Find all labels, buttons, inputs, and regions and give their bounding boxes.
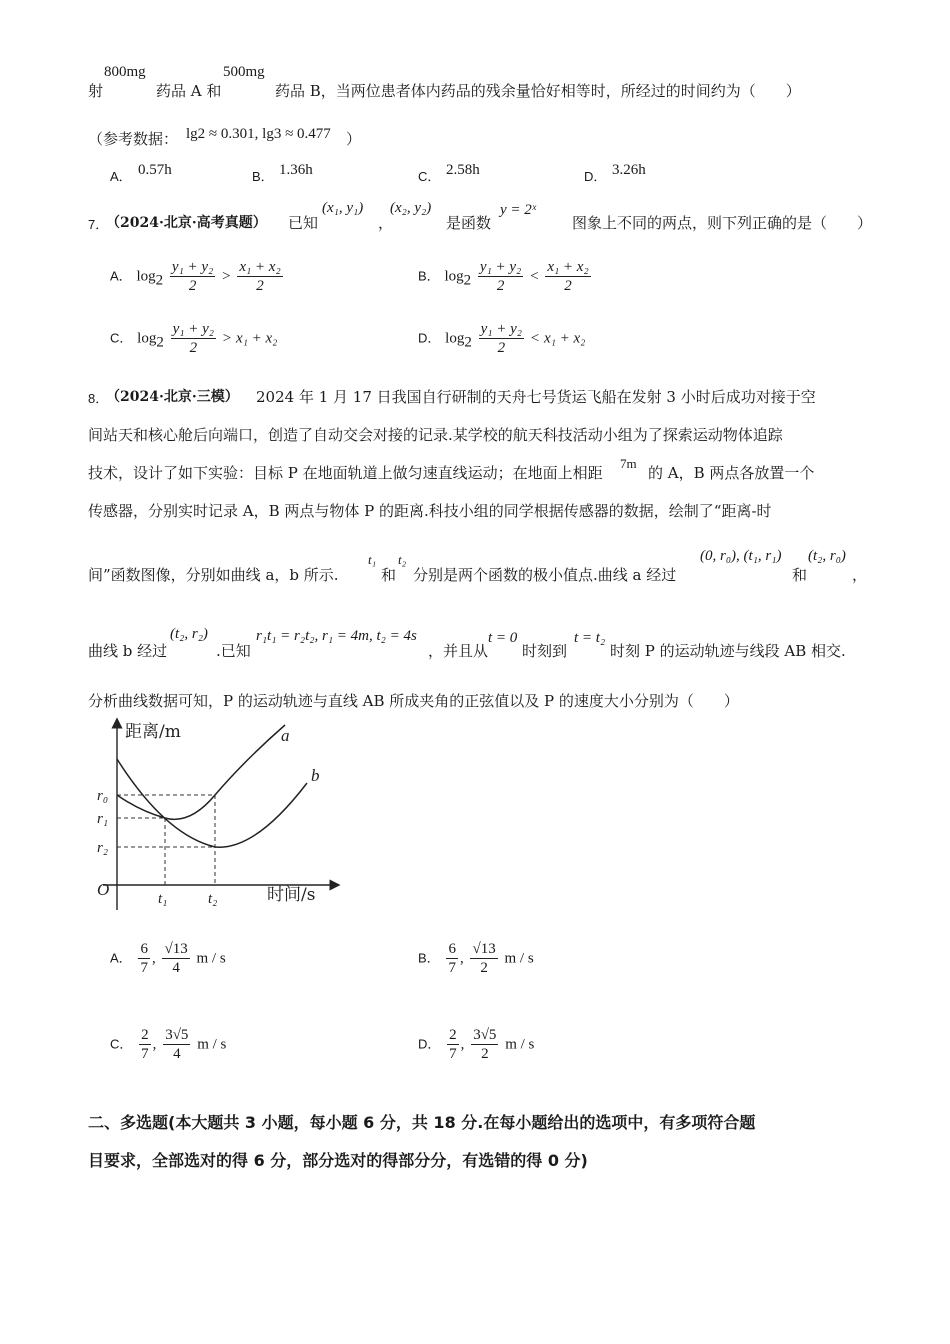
q6-drug-a: 药品 A 和	[156, 82, 222, 100]
q7-option-a-rhs-den: 2	[256, 278, 264, 294]
q8-line5a: 间”函数图像，分别如曲线 a，b 所示.	[88, 566, 339, 584]
q7-number: 7．	[88, 217, 109, 232]
q8-option-c-sep: ,	[152, 1036, 157, 1053]
q8-option-a-f1-den: 7	[140, 960, 148, 976]
q7-option-d-rel: <	[530, 330, 540, 347]
q8-t1: t₁	[368, 552, 377, 567]
q7-source: （2024·北京·高考真题）	[106, 215, 267, 231]
q8-line6c: ，并且从	[428, 642, 489, 660]
q7-option-d-base: 2	[464, 334, 472, 351]
distance-time-graph	[85, 715, 345, 915]
q7-option-b-base: 2	[463, 272, 472, 289]
q7-option-d-log: log	[445, 330, 465, 347]
q8-option-a-f1-num: 6	[140, 941, 148, 957]
q8-option-c-label: C．	[110, 1036, 133, 1052]
q8-option-d-f1-den: 7	[449, 1046, 457, 1062]
q7-point1: (x₁, y₁)	[322, 200, 364, 216]
q8-option-d-f2-den: 2	[481, 1046, 489, 1062]
q8-distance: 7m	[620, 456, 637, 471]
r1-label: r₁	[97, 811, 109, 827]
q6-dose-a: 800mg	[104, 64, 146, 80]
q7-option-b-rel: <	[530, 268, 539, 285]
q8-line6e: 时刻 P 的运动轨迹与线段 AB 相交.	[610, 642, 846, 660]
q8-line7: 分析曲线数据可知，P 的运动轨迹与直线 AB 所成夹角的正弦值以及 P 的速度大小分别为（ ）	[88, 692, 739, 710]
q8-option-d-label: D．	[418, 1036, 441, 1052]
q6-reference-label: （参考数据：	[88, 130, 179, 148]
q6-option-c-label[interactable]: C．	[418, 169, 441, 184]
r0-label: r₀	[97, 788, 109, 804]
q7-option-a-rel: >	[222, 268, 231, 285]
q7-option-a-rhs-num: x₁ + x₂	[239, 259, 281, 275]
q8-option-b-f1-num: 6	[448, 941, 456, 957]
q6-option-a-label[interactable]: A．	[110, 169, 132, 184]
q8-option-c-f1-den: 7	[141, 1046, 149, 1062]
section-2-line2: 目要求，全部选对的得 6 分，部分选对的得部分分，有选错的得 0 分)	[88, 1151, 588, 1170]
q6-option-a-value: 0.57h	[138, 162, 172, 178]
q7-option-c-rhs: x₁ + x₂	[236, 330, 278, 347]
t1-label: t₁	[158, 891, 168, 907]
q6-option-b-label[interactable]: B．	[252, 169, 274, 184]
q8-equation: r₁t₁ = r₂t₂, r₁ = 4m, t₂ = 4s	[256, 628, 417, 644]
x-axis-label: 时间/s	[267, 885, 316, 905]
q6-option-d-value: 3.26h	[612, 162, 646, 178]
q8-point-a3: (t₂, r₀)	[808, 548, 846, 564]
q7-option-d-den: 2	[497, 340, 506, 356]
q6-reference-close: ）	[346, 130, 362, 148]
q7-option-b-label: B．	[418, 268, 440, 284]
q8-option-c-f2-num: 3√5	[165, 1027, 189, 1043]
q6-lg-values: lg2 ≈ 0.301, lg3 ≈ 0.477	[186, 126, 331, 142]
q8-line3b: 的 A，B 两点各放置一个	[648, 464, 815, 482]
curve-b-label: b	[311, 766, 320, 785]
q7-function-text: 是函数	[446, 214, 492, 232]
q8-line2: 间站天和核心舱后向端口，创造了自动交会对接的记录.某学校的航天科技活动小组为了探索运动物体追踪	[88, 426, 783, 444]
q7-option-a[interactable]	[110, 258, 285, 295]
curve-a-label: a	[281, 726, 290, 745]
q7-option-c-rel: >	[222, 330, 232, 347]
q7-option-b-den: 2	[496, 278, 505, 294]
q7-option-a-base: 2	[155, 272, 164, 289]
q7-option-d[interactable]	[418, 320, 585, 357]
q7-known: 已知	[288, 214, 319, 232]
q7-option-b-num: y₁ + y₂	[479, 259, 522, 275]
q8-option-d-unit: m / s	[505, 1036, 535, 1053]
q7-option-c-den: 2	[189, 340, 198, 356]
section-2-line1: 二、多选题(本大题共 3 小题，每小题 6 分，共 18 分.在每小题给出的选项中，有多项符合题	[88, 1113, 756, 1132]
q8-option-b-label: B．	[418, 950, 440, 966]
q7-function: y = 2ˣ	[500, 202, 537, 218]
q8-option-a-f2-den: 4	[172, 960, 180, 976]
curve-b	[117, 759, 307, 847]
q8-option-d-sep: ,	[460, 1036, 465, 1053]
q8-option-a-sep: ,	[151, 950, 156, 967]
q7-option-c-base: 2	[156, 334, 164, 351]
q8-line1: 2024 年 1 月 17 日我国自行研制的天舟七号货运飞船在发射 3 小时后成功对接于空	[256, 388, 816, 406]
q8-option-b-f2-num: √13	[472, 941, 496, 957]
q8-t2: t₂	[398, 552, 407, 567]
q8-tt2: t = t₂	[574, 630, 606, 646]
q7-option-c-num: y₁ + y₂	[172, 321, 214, 337]
q8-line3a: 技术，设计了如下实验：目标 P 在地面轨道上做匀速直线运动；在地面上相距	[88, 464, 603, 482]
q8-line6a: 曲线 b 经过	[88, 642, 168, 660]
q7-option-d-label: D．	[418, 330, 441, 346]
q8-line6d: 时刻到	[522, 642, 568, 660]
q7-option-a-label: A．	[110, 268, 132, 284]
q7-option-a-log: log	[136, 268, 156, 285]
q7-option-c-log: log	[137, 330, 157, 347]
origin-label: O	[97, 880, 110, 899]
q7-option-b-rhs-num: x₁ + x₂	[547, 259, 589, 275]
q8-option-b[interactable]	[418, 940, 534, 977]
q8-option-c-unit: m / s	[197, 1036, 227, 1053]
q8-option-d-f1-num: 2	[449, 1027, 457, 1043]
q7-option-a-den: 2	[188, 278, 197, 294]
q7-rest: 图象上不同的两点，则下列正确的是（ ）	[572, 214, 873, 232]
q7-point2: (x₂, y₂)	[390, 200, 432, 216]
q8-t0: t = 0	[488, 630, 518, 646]
q8-line5-end: ，	[852, 566, 868, 584]
q6-option-c-value: 2.58h	[446, 162, 480, 178]
q7-comma: ，	[378, 214, 394, 232]
q8-line4: 传感器，分别实时记录 A，B 两点与物体 P 的距离.科技小组的同学根据传感器的数据，绘制了“距离-时	[88, 502, 772, 520]
q8-line5-and: 和	[381, 566, 397, 584]
q6-line1-rest: 药品 B，当两位患者体内药品的残余量恰好相等时，所经过的时间约为（ ）	[275, 82, 801, 100]
q8-line6b: .已知	[216, 642, 251, 660]
t2-label: t₂	[208, 891, 218, 907]
q8-number: 8．	[88, 391, 109, 406]
q8-points-a: (0, r₀), (t₁, r₁)	[700, 548, 782, 564]
q8-option-b-f2-den: 2	[480, 960, 488, 976]
q8-option-d-f2-num: 3√5	[473, 1027, 497, 1043]
q6-dose-b: 500mg	[223, 64, 265, 80]
q8-option-b-sep: ,	[459, 950, 464, 967]
q7-option-c[interactable]	[110, 320, 277, 357]
q8-point-b: (t₂, r₂)	[170, 626, 208, 642]
q8-source: （2024·北京·三模）	[106, 389, 239, 405]
q8-line5b: 分别是两个函数的极小值点.曲线 a 经过	[413, 566, 677, 584]
q7-option-b-log: log	[444, 268, 464, 285]
q8-option-c-f1-num: 2	[141, 1027, 149, 1043]
q7-option-b-rhs-den: 2	[564, 278, 572, 294]
q8-option-b-f1-den: 7	[448, 960, 456, 976]
q8-option-a-f2-num: √13	[164, 941, 188, 957]
r2-label: r₂	[97, 840, 109, 856]
q8-option-a[interactable]	[110, 940, 226, 977]
q8-option-b-unit: m / s	[504, 950, 534, 967]
q8-option-c-f2-den: 4	[173, 1046, 181, 1062]
q7-option-b[interactable]	[418, 258, 593, 295]
q6-option-d-label[interactable]: D．	[584, 169, 607, 184]
q6-prefix: 射	[88, 82, 104, 100]
q7-option-d-num: y₁ + y₂	[480, 321, 522, 337]
q8-option-a-label: A．	[110, 950, 132, 966]
q8-line5-and2: 和	[792, 566, 808, 584]
q7-option-a-num: y₁ + y₂	[171, 259, 214, 275]
q6-option-b-value: 1.36h	[279, 162, 313, 178]
q8-option-d[interactable]	[418, 1026, 534, 1063]
q8-option-a-unit: m / s	[196, 950, 226, 967]
q7-option-d-rhs: x₁ + x₂	[544, 330, 586, 347]
q7-option-c-label: C．	[110, 330, 133, 346]
y-axis-label: 距离/m	[125, 722, 181, 742]
q8-option-c[interactable]	[110, 1026, 226, 1063]
